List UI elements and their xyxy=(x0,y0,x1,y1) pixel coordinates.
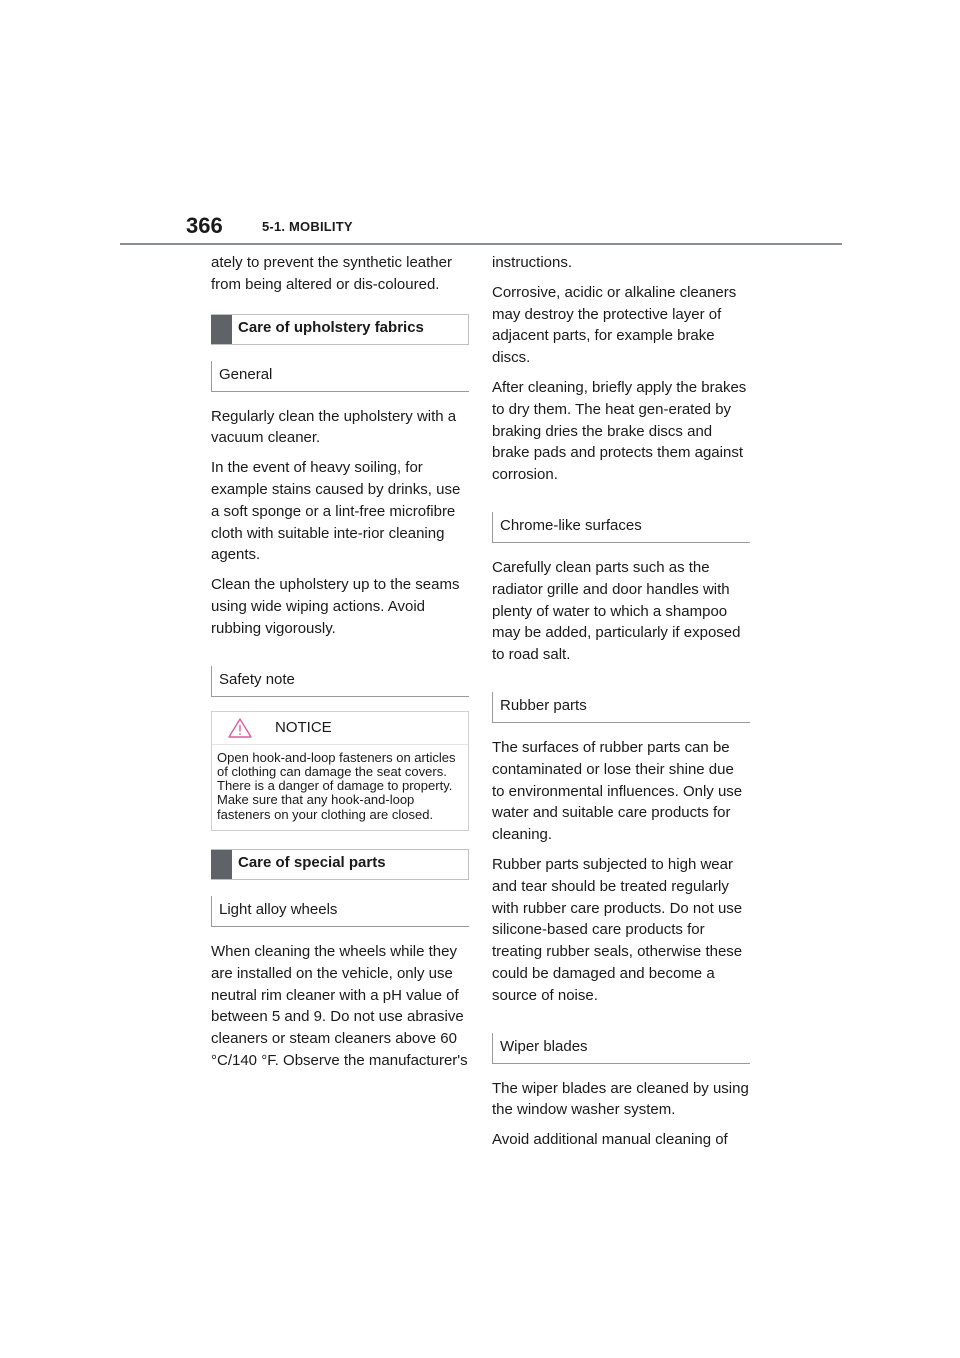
subheading-light-alloy-wheels: Light alloy wheels xyxy=(211,896,469,927)
paragraph: The surfaces of rubber parts can be contaminated or lose their shine due to environmental influences. Only use water and suitable care products for cleaning. xyxy=(492,738,743,844)
heading-text: Care of special parts xyxy=(238,854,386,872)
paragraph: Avoid additional manual cleaning of xyxy=(492,1131,728,1149)
subheading-general: General xyxy=(211,361,469,392)
heading-text: Care of upholstery fabrics xyxy=(238,318,424,336)
paragraph: When cleaning the wheels while they are installed on the vehicle, only use neutral rim cleaner with a pH value of between 5 and 9. Do not use abrasive cleaners or steam cleaners above 60 °C/140 °F. Observe the manufacturer's xyxy=(211,943,468,1070)
paragraph: Corrosive, acidic or alkaline cleaners may destroy the protective layer of adjacent parts, for example brake discs. xyxy=(492,283,737,367)
paragraph: In the event of heavy soiling, for example stains caused by drinks, use a soft sponge or a lint-free microfibre cloth with suitable inte-rior cleaning agents. xyxy=(211,459,461,564)
subheading-chrome-like-surfaces: Chrome-like surfaces xyxy=(492,512,750,543)
paragraph: After cleaning, briefly apply the brakes to dry them. The heat gen-erated by braking dries the brake discs and brake pads and protects them against corrosion. xyxy=(492,378,747,484)
subheading-safety-note: Safety note xyxy=(211,666,469,697)
right-column xyxy=(492,252,750,1159)
left-column xyxy=(211,252,469,1080)
section-title: 5-1. MOBILITY xyxy=(262,219,353,234)
intro-paragraph: ately to prevent the synthetic leather from being altered or dis-coloured. xyxy=(211,254,452,293)
subheading-wiper-blades: Wiper blades xyxy=(492,1033,750,1064)
paragraph: instructions. xyxy=(492,254,573,271)
page-number: 366 xyxy=(186,213,223,238)
heading-block xyxy=(211,315,232,344)
notice-label: NOTICE xyxy=(275,719,332,737)
subheading-rubber-parts: Rubber parts xyxy=(492,692,750,723)
heading-upholstery-fabrics xyxy=(211,314,469,345)
header-rule xyxy=(120,243,842,245)
heading-special-parts xyxy=(211,849,469,880)
paragraph: Rubber parts subjected to high wear and tear should be treated regularly with rubber care products. Do not use silicone-based care products for treating rubber seals, otherwise these could be damaged and become a source of noise. xyxy=(492,855,743,1004)
notice-text: Open hook-and-loop fasteners on articles of clothing can damage the seat covers. There is a danger of damage to property. Make sure that any hook-and-loop fasteners on your clothing are closed. xyxy=(217,749,456,822)
notice-header xyxy=(212,712,468,745)
notice-box xyxy=(211,711,469,831)
heading-block xyxy=(211,850,232,879)
paragraph: Carefully clean parts such as the radiator grille and door handles with plenty of water to which a shampoo may be added, particularly if exposed to road salt. xyxy=(492,558,741,664)
paragraph: The wiper blades are cleaned by using the window washer system. xyxy=(492,1079,749,1119)
paragraph: Regularly clean the upholstery with a vacuum cleaner. xyxy=(211,407,457,447)
paragraph: Clean the upholstery up to the seams using wide wiping actions. Avoid rubbing vigorously. xyxy=(211,576,460,637)
warning-triangle-icon xyxy=(228,718,252,738)
